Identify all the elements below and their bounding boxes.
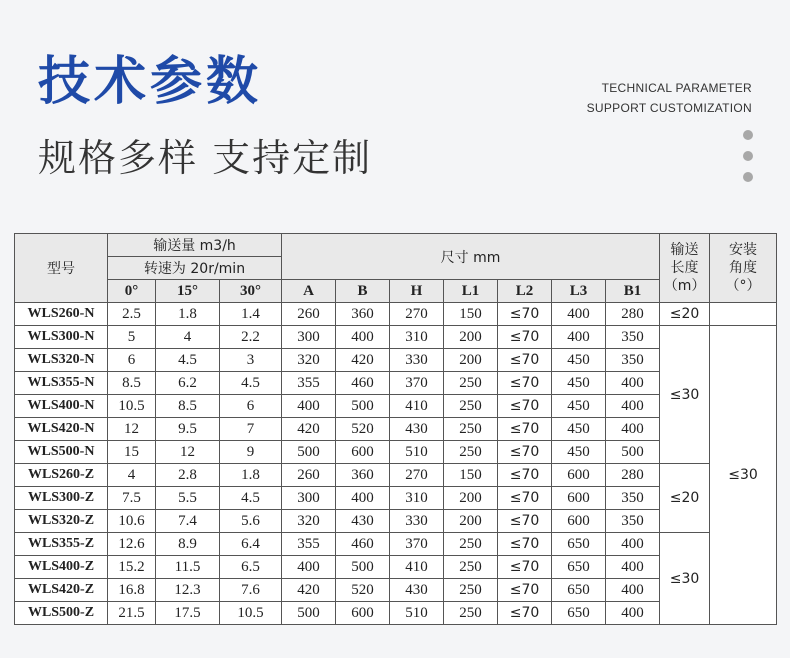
table-cell: 500 bbox=[606, 441, 660, 464]
model-cell: WLS260-Z bbox=[15, 464, 108, 487]
table-cell: 350 bbox=[606, 510, 660, 533]
header-dim-l1: L1 bbox=[444, 280, 498, 303]
table-cell: 12.3 bbox=[156, 579, 220, 602]
table-cell: 250 bbox=[444, 579, 498, 602]
header-angle bbox=[710, 234, 777, 303]
table-cell: 1.4 bbox=[220, 303, 282, 326]
length-cell: ≤30 bbox=[660, 326, 710, 464]
table-row bbox=[15, 533, 777, 556]
table-cell: 1.8 bbox=[220, 464, 282, 487]
table-cell: 4 bbox=[156, 326, 220, 349]
table-cell: 9 bbox=[220, 441, 282, 464]
model-cell: WLS400-N bbox=[15, 395, 108, 418]
table-cell: 600 bbox=[552, 464, 606, 487]
header-speed: 转速为 20r/min bbox=[108, 257, 282, 280]
header-angle-15: 15° bbox=[156, 280, 220, 303]
table-cell: 250 bbox=[444, 556, 498, 579]
table-cell: 250 bbox=[444, 441, 498, 464]
table-cell: 400 bbox=[606, 418, 660, 441]
table-cell: 400 bbox=[282, 395, 336, 418]
table-cell: 355 bbox=[282, 533, 336, 556]
table-cell: 320 bbox=[282, 349, 336, 372]
table-cell: 6.5 bbox=[220, 556, 282, 579]
table-cell: ≤70 bbox=[498, 349, 552, 372]
header-angle-line-1: 安装 bbox=[729, 242, 758, 258]
table-cell: 21.5 bbox=[108, 602, 156, 625]
table-cell: 450 bbox=[552, 372, 606, 395]
angle-cell: ≤30 bbox=[710, 326, 777, 625]
dot-icon bbox=[743, 172, 753, 182]
table-cell: 500 bbox=[336, 395, 390, 418]
table-cell: 370 bbox=[390, 372, 444, 395]
table-cell: 420 bbox=[336, 349, 390, 372]
table-cell: 650 bbox=[552, 533, 606, 556]
table-cell: 410 bbox=[390, 556, 444, 579]
table-cell: ≤70 bbox=[498, 441, 552, 464]
table-cell: 17.5 bbox=[156, 602, 220, 625]
table-cell: 270 bbox=[390, 303, 444, 326]
header-length-line-3: （m） bbox=[663, 278, 706, 294]
header-capacity: 输送量 m3/h bbox=[108, 234, 282, 257]
table-cell: 510 bbox=[390, 441, 444, 464]
table-cell: 6.4 bbox=[220, 533, 282, 556]
table-cell: 450 bbox=[552, 441, 606, 464]
table-cell: ≤70 bbox=[498, 533, 552, 556]
table-cell: 6 bbox=[220, 395, 282, 418]
table-cell: 250 bbox=[444, 372, 498, 395]
table-cell: 11.5 bbox=[156, 556, 220, 579]
table-cell: 280 bbox=[606, 464, 660, 487]
table-cell: 450 bbox=[552, 418, 606, 441]
table-cell: 500 bbox=[336, 556, 390, 579]
table-cell: 310 bbox=[390, 326, 444, 349]
table-cell: 16.8 bbox=[108, 579, 156, 602]
english-caption bbox=[587, 78, 752, 118]
table-cell: 650 bbox=[552, 556, 606, 579]
header-size: 尺寸 mm bbox=[282, 234, 660, 280]
header-angle-line-2: 角度 bbox=[729, 260, 758, 276]
table-cell: 450 bbox=[552, 395, 606, 418]
decorative-dots bbox=[743, 130, 753, 193]
table-cell: 280 bbox=[606, 303, 660, 326]
model-cell: WLS500-Z bbox=[15, 602, 108, 625]
model-cell: WLS320-N bbox=[15, 349, 108, 372]
header-length bbox=[660, 234, 710, 303]
table-cell: ≤70 bbox=[498, 464, 552, 487]
model-cell: WLS355-Z bbox=[15, 533, 108, 556]
dot-icon bbox=[743, 151, 753, 161]
table-cell: 200 bbox=[444, 510, 498, 533]
header-length-line-1: 输送 bbox=[670, 242, 699, 258]
table-cell: 15.2 bbox=[108, 556, 156, 579]
table-cell: 7.5 bbox=[108, 487, 156, 510]
table-cell: 600 bbox=[552, 510, 606, 533]
model-cell: WLS400-Z bbox=[15, 556, 108, 579]
page-title: 技术参数 bbox=[38, 52, 263, 112]
table-cell: 2.2 bbox=[220, 326, 282, 349]
table-cell: 400 bbox=[606, 533, 660, 556]
table-cell: 250 bbox=[444, 395, 498, 418]
table-cell: ≤70 bbox=[498, 510, 552, 533]
table-cell: 520 bbox=[336, 418, 390, 441]
header-length-line-2: 长度 bbox=[670, 260, 699, 276]
table-cell: 250 bbox=[444, 602, 498, 625]
table-cell: 400 bbox=[336, 487, 390, 510]
header-model: 型号 bbox=[15, 234, 108, 303]
spec-table bbox=[14, 233, 777, 625]
model-cell: WLS500-N bbox=[15, 441, 108, 464]
table-cell: 200 bbox=[444, 326, 498, 349]
table-cell: 8.5 bbox=[108, 372, 156, 395]
table-cell: 260 bbox=[282, 303, 336, 326]
table-cell: 7.4 bbox=[156, 510, 220, 533]
table-cell: 6.2 bbox=[156, 372, 220, 395]
model-cell: WLS320-Z bbox=[15, 510, 108, 533]
header-dim-b: B bbox=[336, 280, 390, 303]
table-cell: 360 bbox=[336, 303, 390, 326]
table-cell: 400 bbox=[552, 303, 606, 326]
table-cell: 400 bbox=[336, 326, 390, 349]
header-dim-a: A bbox=[282, 280, 336, 303]
table-cell: 6 bbox=[108, 349, 156, 372]
table-row bbox=[15, 303, 777, 326]
model-cell: WLS300-Z bbox=[15, 487, 108, 510]
table-cell: 150 bbox=[444, 464, 498, 487]
table-cell: ≤70 bbox=[498, 395, 552, 418]
table-cell: 4.5 bbox=[220, 487, 282, 510]
table-cell: 2.5 bbox=[108, 303, 156, 326]
table-cell: 10.5 bbox=[220, 602, 282, 625]
table-cell: ≤70 bbox=[498, 326, 552, 349]
table-cell: 600 bbox=[552, 487, 606, 510]
header-angle-line-3: （°） bbox=[725, 278, 761, 294]
table-cell: 1.8 bbox=[156, 303, 220, 326]
model-cell: WLS260-N bbox=[15, 303, 108, 326]
model-cell: WLS300-N bbox=[15, 326, 108, 349]
table-cell: 12 bbox=[108, 418, 156, 441]
table-cell: 330 bbox=[390, 510, 444, 533]
table-cell: 15 bbox=[108, 441, 156, 464]
table-cell: ≤70 bbox=[498, 602, 552, 625]
table-cell: 400 bbox=[282, 556, 336, 579]
table-cell: 420 bbox=[282, 579, 336, 602]
length-cell: ≤30 bbox=[660, 533, 710, 625]
table-cell: 5.6 bbox=[220, 510, 282, 533]
table-cell: 300 bbox=[282, 326, 336, 349]
table-row bbox=[15, 464, 777, 487]
table-cell: 200 bbox=[444, 349, 498, 372]
table-cell: 500 bbox=[282, 602, 336, 625]
angle-cell-empty bbox=[710, 303, 777, 326]
table-cell: 4 bbox=[108, 464, 156, 487]
table-cell: 5.5 bbox=[156, 487, 220, 510]
table-cell: 8.9 bbox=[156, 533, 220, 556]
table-cell: 400 bbox=[606, 372, 660, 395]
table-cell: 400 bbox=[606, 395, 660, 418]
header-dim-h: H bbox=[390, 280, 444, 303]
english-caption-line-2: SUPPORT CUSTOMIZATION bbox=[586, 101, 752, 115]
table-cell: 350 bbox=[606, 326, 660, 349]
table-cell: 450 bbox=[552, 349, 606, 372]
table-cell: 370 bbox=[390, 533, 444, 556]
model-cell: WLS420-N bbox=[15, 418, 108, 441]
table-cell: 410 bbox=[390, 395, 444, 418]
table-cell: 270 bbox=[390, 464, 444, 487]
table-cell: 7 bbox=[220, 418, 282, 441]
model-cell: WLS420-Z bbox=[15, 579, 108, 602]
table-cell: 250 bbox=[444, 533, 498, 556]
table-cell: 350 bbox=[606, 487, 660, 510]
table-cell: 430 bbox=[336, 510, 390, 533]
table-cell: 250 bbox=[444, 418, 498, 441]
table-row bbox=[15, 326, 777, 349]
table-cell: 330 bbox=[390, 349, 444, 372]
table-cell: 600 bbox=[336, 441, 390, 464]
table-cell: 300 bbox=[282, 487, 336, 510]
table-cell: 8.5 bbox=[156, 395, 220, 418]
table-cell: ≤70 bbox=[498, 487, 552, 510]
header-dim-l2: L2 bbox=[498, 280, 552, 303]
page-subtitle: 规格多样 支持定制 bbox=[38, 136, 373, 180]
table-cell: 460 bbox=[336, 533, 390, 556]
table-cell: 4.5 bbox=[156, 349, 220, 372]
table-cell: 310 bbox=[390, 487, 444, 510]
table-cell: 12.6 bbox=[108, 533, 156, 556]
header-angle-0: 0° bbox=[108, 280, 156, 303]
table-cell: ≤70 bbox=[498, 372, 552, 395]
table-cell: 400 bbox=[552, 326, 606, 349]
table-cell: 430 bbox=[390, 418, 444, 441]
header-dim-l3: L3 bbox=[552, 280, 606, 303]
table-cell: 600 bbox=[336, 602, 390, 625]
table-cell: 3 bbox=[220, 349, 282, 372]
table-cell: 10.6 bbox=[108, 510, 156, 533]
header-dim-b1: B1 bbox=[606, 280, 660, 303]
table-cell: 150 bbox=[444, 303, 498, 326]
table-cell: 650 bbox=[552, 602, 606, 625]
table-cell: 520 bbox=[336, 579, 390, 602]
table-cell: 355 bbox=[282, 372, 336, 395]
table-cell: 260 bbox=[282, 464, 336, 487]
table-cell: 460 bbox=[336, 372, 390, 395]
table-cell: 400 bbox=[606, 602, 660, 625]
table-cell: 350 bbox=[606, 349, 660, 372]
table-cell: 510 bbox=[390, 602, 444, 625]
table-cell: 7.6 bbox=[220, 579, 282, 602]
table-cell: 200 bbox=[444, 487, 498, 510]
table-cell: ≤70 bbox=[498, 556, 552, 579]
table-cell: 320 bbox=[282, 510, 336, 533]
length-cell: ≤20 bbox=[660, 303, 710, 326]
table-cell: ≤70 bbox=[498, 418, 552, 441]
table-cell: 500 bbox=[282, 441, 336, 464]
length-cell: ≤20 bbox=[660, 464, 710, 533]
table-cell: 2.8 bbox=[156, 464, 220, 487]
header-angle-30: 30° bbox=[220, 280, 282, 303]
table-cell: 12 bbox=[156, 441, 220, 464]
table-cell: 360 bbox=[336, 464, 390, 487]
table-cell: 10.5 bbox=[108, 395, 156, 418]
table-cell: 4.5 bbox=[220, 372, 282, 395]
table-cell: ≤70 bbox=[498, 579, 552, 602]
english-caption-line-1: TECHNICAL PARAMETER bbox=[601, 81, 752, 95]
table-cell: ≤70 bbox=[498, 303, 552, 326]
dot-icon bbox=[743, 130, 753, 140]
table-cell: 400 bbox=[606, 556, 660, 579]
table-cell: 5 bbox=[108, 326, 156, 349]
model-cell: WLS355-N bbox=[15, 372, 108, 395]
table-cell: 430 bbox=[390, 579, 444, 602]
table-cell: 9.5 bbox=[156, 418, 220, 441]
spec-table-body bbox=[15, 303, 777, 625]
table-cell: 650 bbox=[552, 579, 606, 602]
table-cell: 420 bbox=[282, 418, 336, 441]
table-cell: 400 bbox=[606, 579, 660, 602]
